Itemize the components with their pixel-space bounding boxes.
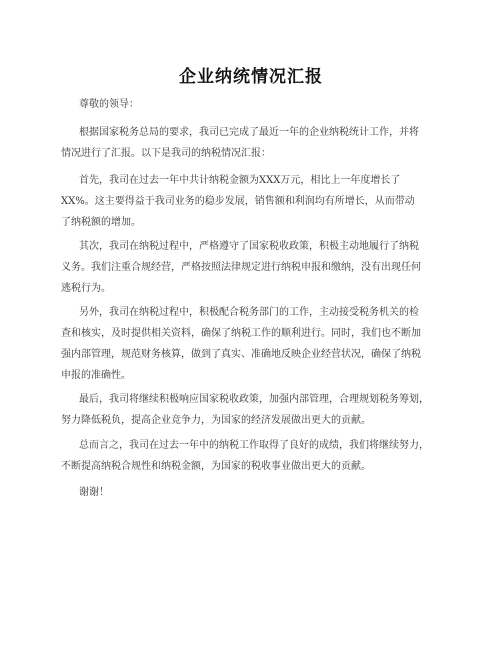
paragraph-line: XX%。这主要得益于我司业务的稳步发展，销售额和利润均有所增长，从而带动 bbox=[61, 196, 415, 207]
paragraph-line: 不断提高纳税合规性和纳税金额，为国家的税收事业做出更大的贡献。 bbox=[61, 461, 371, 472]
paragraph-line: 查和核实，及时提供相关资料，确保了纳税工作的顺利进行。同时，我们也不断加 bbox=[61, 328, 421, 339]
paragraph-line: 申报的准确性。 bbox=[61, 370, 131, 381]
paragraph-line: 义务。我们注重合规经营，严格按照法律规定进行纳税申报和缴纳，没有出现任何 bbox=[61, 262, 421, 273]
paragraph-line: 其次，我司在纳税过程中，严格遵守了国家税收政策，积极主动地履行了纳税 bbox=[79, 241, 419, 252]
paragraph-line: 了纳税额的增加。 bbox=[61, 217, 141, 228]
document-title: 企业纳统情况汇报 bbox=[179, 67, 323, 87]
paragraph-line: 总而言之，我司在过去一年中的纳税工作取得了良好的成绩，我们将继续努力， bbox=[79, 440, 429, 451]
paragraph-line: 逃税行为。 bbox=[61, 283, 111, 294]
paragraph-line: 最后，我司将继续积极响应国家税收政策，加强内部管理，合理规划税务筹划， bbox=[79, 394, 429, 405]
paragraph-line: 首先，我司在过去一年中共计纳税金额为XXX万元，相比上一年度增长了 bbox=[79, 175, 401, 186]
salutation: 尊敬的领导： bbox=[79, 99, 139, 110]
paragraph-line: 强内部管理，规范财务核算，做到了真实、准确地反映企业经营状况，确保了纳税 bbox=[61, 349, 421, 360]
closing: 谢谢！ bbox=[79, 487, 109, 498]
paragraph-line: 情况进行了汇报。以下是我司的纳税情况汇报： bbox=[61, 148, 271, 159]
paragraph-line: 努力降低税负，提高企业竞争力，为国家的经济发展做出更大的贡献。 bbox=[61, 415, 371, 426]
paragraph-line: 根据国家税务总局的要求，我司已完成了最近一年的企业纳税统计工作，并将 bbox=[79, 127, 419, 138]
paragraph-line: 另外，我司在纳税过程中，积极配合税务部门的工作，主动接受税务机关的检 bbox=[79, 307, 419, 318]
